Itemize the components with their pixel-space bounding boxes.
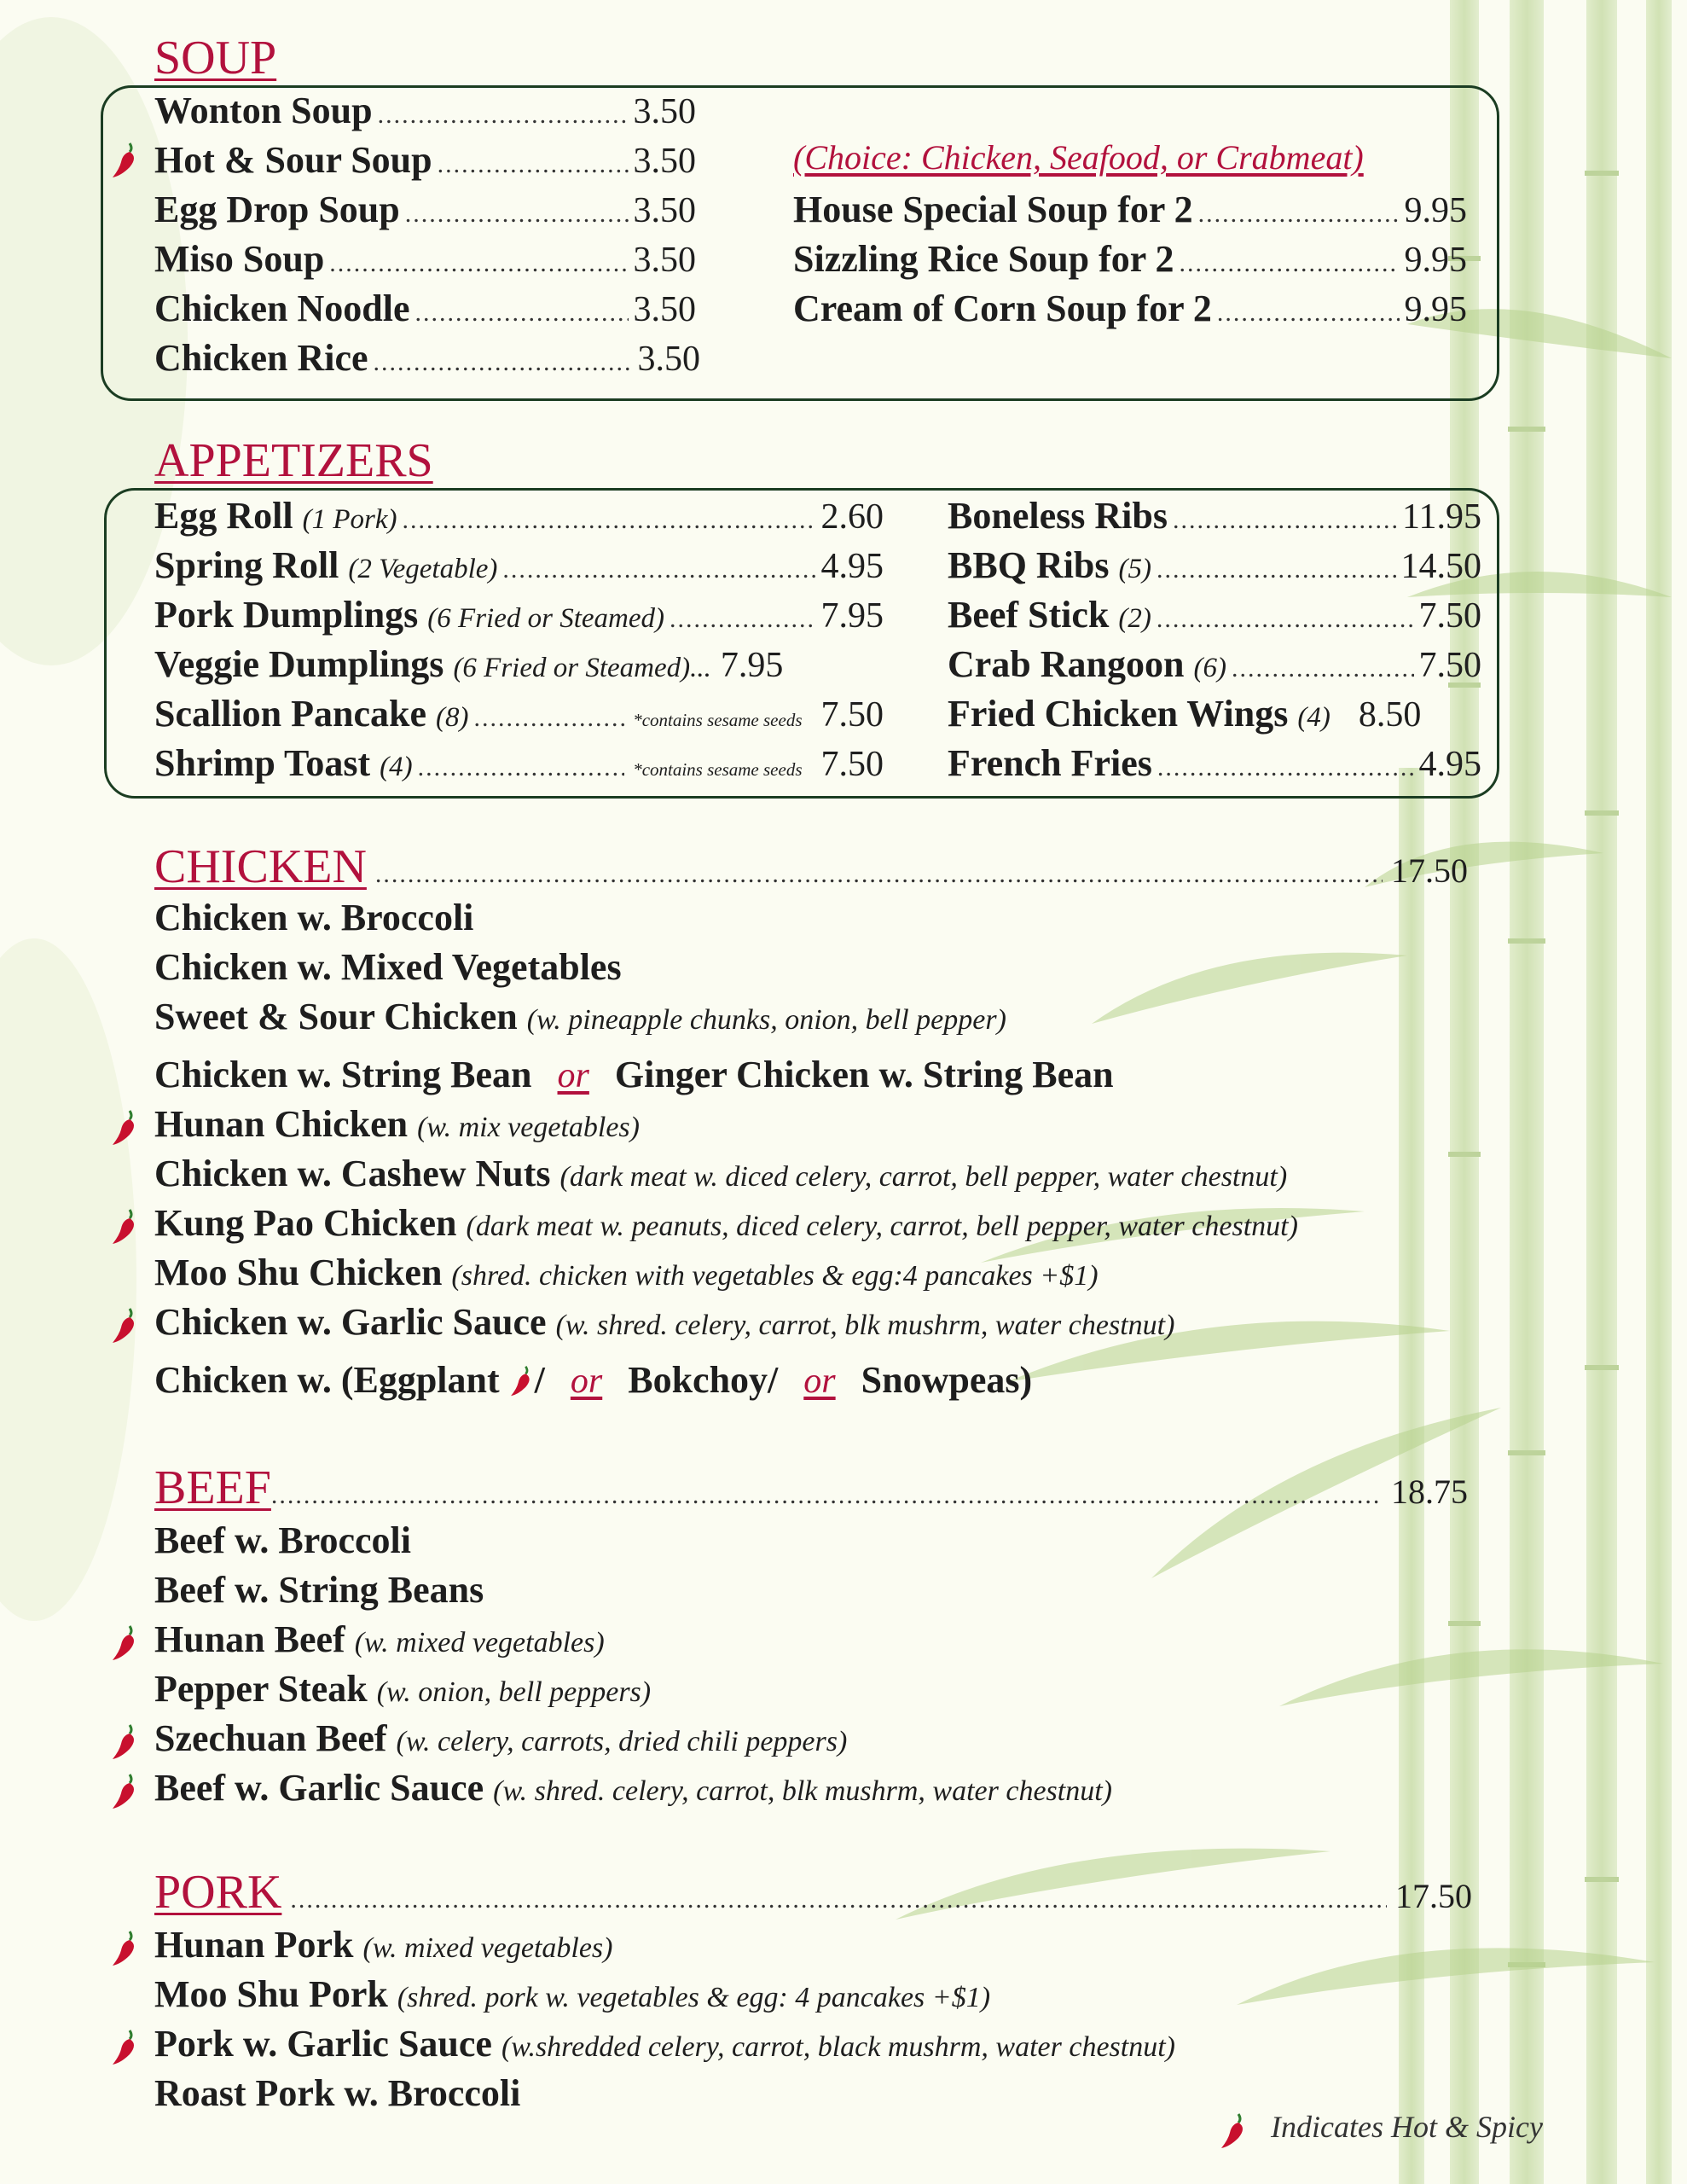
menu-item: Hunan Chicken (w. mix vegetables) (154, 1103, 640, 1145)
appetizer-right-row: Boneless Ribs ..... 11.95 (948, 491, 1481, 545)
menu-item: Chicken w. Cashew Nuts (dark meat w. diced celery, carrot, bell pepper, water chestnut) (154, 1153, 1288, 1194)
soup-left-row: Wonton Soup ..... 3.50 (154, 86, 696, 140)
spicy-pepper-icon (111, 142, 140, 179)
menu-item: Kung Pao Chicken (dark meat w. peanuts, diced celery, carrot, bell pepper, water chestnut) (154, 1202, 1298, 1244)
spicy-pepper-icon (111, 1208, 140, 1246)
appetizer-left-row: Egg Roll (1 Pork) ..... 2.60 (154, 491, 884, 545)
menu-item: Moo Shu Pork (shred. pork w. vegetables & egg: 4 pancakes +$1) (154, 1973, 991, 2015)
beef-title: BEEF (154, 1461, 271, 1514)
soup-left-row: Egg Drop Soup ..... 3.50 (154, 185, 696, 239)
menu-item: Chicken w. String Bean or Ginger Chicken w. String Bean (154, 1054, 1114, 1095)
soup-left-row: Chicken Rice ..... 3.50 (154, 334, 700, 387)
chicken-title: CHICKEN (154, 840, 367, 893)
appetizer-right-row: Fried Chicken Wings (4) 8.50 (948, 693, 1422, 735)
spicy-pepper-icon (111, 1773, 140, 1810)
spicy-pepper-icon (111, 1307, 140, 1345)
menu-item: Beef w. Garlic Sauce (w. shred. celery, carrot, blk mushrm, water chestnut) (154, 1767, 1112, 1809)
menu-item: Szechuan Beef (w. celery, carrots, dried chili peppers) (154, 1717, 848, 1759)
menu-item: Hunan Pork (w. mixed vegetables) (154, 1924, 613, 1966)
pork-header (154, 1865, 1472, 1920)
soup-choice-note: (Choice: Chicken, Seafood, or Crabmeat) (793, 138, 1364, 177)
spicy-pepper-icon (111, 2029, 140, 2066)
appetizer-left-row: Pork Dumplings (6 Fried or Steamed) ..... 7.95 (154, 590, 884, 644)
pork-title: PORK (154, 1866, 282, 1919)
appetizer-left-row: Spring Roll (2 Vegetable) ..... 4.95 (154, 541, 884, 595)
soup-title: SOUP (154, 32, 277, 84)
appetizer-right-row: Crab Rangoon (6) ..... 7.50 (948, 640, 1481, 694)
appetizer-left-row: Scallion Pancake (8) ..... *contains sesame seeds 7.50 (154, 689, 884, 745)
menu-item-options: Chicken w. (Eggplant / or Bokchoy/ or Snowpeas) (154, 1359, 1033, 1401)
appetizer-left-row: Veggie Dumplings (6 Fried or Steamed)... 7.95 (154, 643, 784, 685)
spicy-pepper-icon (111, 1723, 140, 1761)
spicy-pepper-icon (111, 1109, 140, 1147)
chicken-price: 17.50 (1391, 851, 1468, 890)
appetizers-title: APPETIZERS (154, 434, 433, 487)
spicy-pepper-icon (111, 1930, 140, 1967)
menu-item: Sweet & Sour Chicken (w. pineapple chunks, onion, bell pepper) (154, 996, 1006, 1037)
spicy-pepper-icon (509, 1365, 535, 1397)
spicy-legend: Indicates Hot & Spicy (1271, 2110, 1543, 2144)
soup-right-row: Cream of Corn Soup for 2 ..... 9.95 (793, 284, 1467, 338)
appetizer-right-row: BBQ Ribs (5) ..... 14.50 (948, 541, 1481, 595)
appetizer-right-row: French Fries ..... 4.95 (948, 739, 1481, 793)
menu-item: Chicken w. Broccoli (154, 897, 474, 938)
menu-item: Hunan Beef (w. mixed vegetables) (154, 1618, 605, 1660)
soup-left-row: Hot & Sour Soup ..... 3.50 (154, 136, 696, 189)
soup-right-row: Sizzling Rice Soup for 2 ..... 9.95 (793, 235, 1467, 288)
chicken-header (154, 839, 1468, 894)
menu-item: Moo Shu Chicken (shred. chicken with vegetables & egg:4 pancakes +$1) (154, 1252, 1099, 1293)
spicy-pepper-icon (111, 1624, 140, 1662)
menu-item: Chicken w. Garlic Sauce (w. shred. celery, carrot, blk mushrm, water chestnut) (154, 1301, 1175, 1343)
menu-item: Pepper Steak (w. onion, bell peppers) (154, 1668, 652, 1710)
menu-item: Beef w. Broccoli (154, 1519, 411, 1561)
beef-header (154, 1461, 1468, 1515)
soup-left-row: Chicken Noodle ..... 3.50 (154, 284, 696, 338)
beef-price: 18.75 (1391, 1472, 1468, 1511)
menu-item: Beef w. String Beans (154, 1569, 484, 1611)
appetizer-right-row: Beef Stick (2) ..... 7.50 (948, 590, 1481, 644)
soup-left-row: Miso Soup ..... 3.50 (154, 235, 696, 288)
menu-item: Roast Pork w. Broccoli (154, 2072, 521, 2114)
pork-price: 17.50 (1395, 1877, 1472, 1915)
menu-item: Pork w. Garlic Sauce (w.shredded celery, carrot, black mushrm, water chestnut) (154, 2023, 1176, 2065)
spicy-pepper-icon (1220, 2112, 1249, 2150)
soup-right-row: House Special Soup for 2 ..... 9.95 (793, 185, 1467, 239)
appetizer-left-row: Shrimp Toast (4) ..... *contains sesame seeds 7.50 (154, 739, 884, 794)
menu-item: Chicken w. Mixed Vegetables (154, 946, 622, 988)
